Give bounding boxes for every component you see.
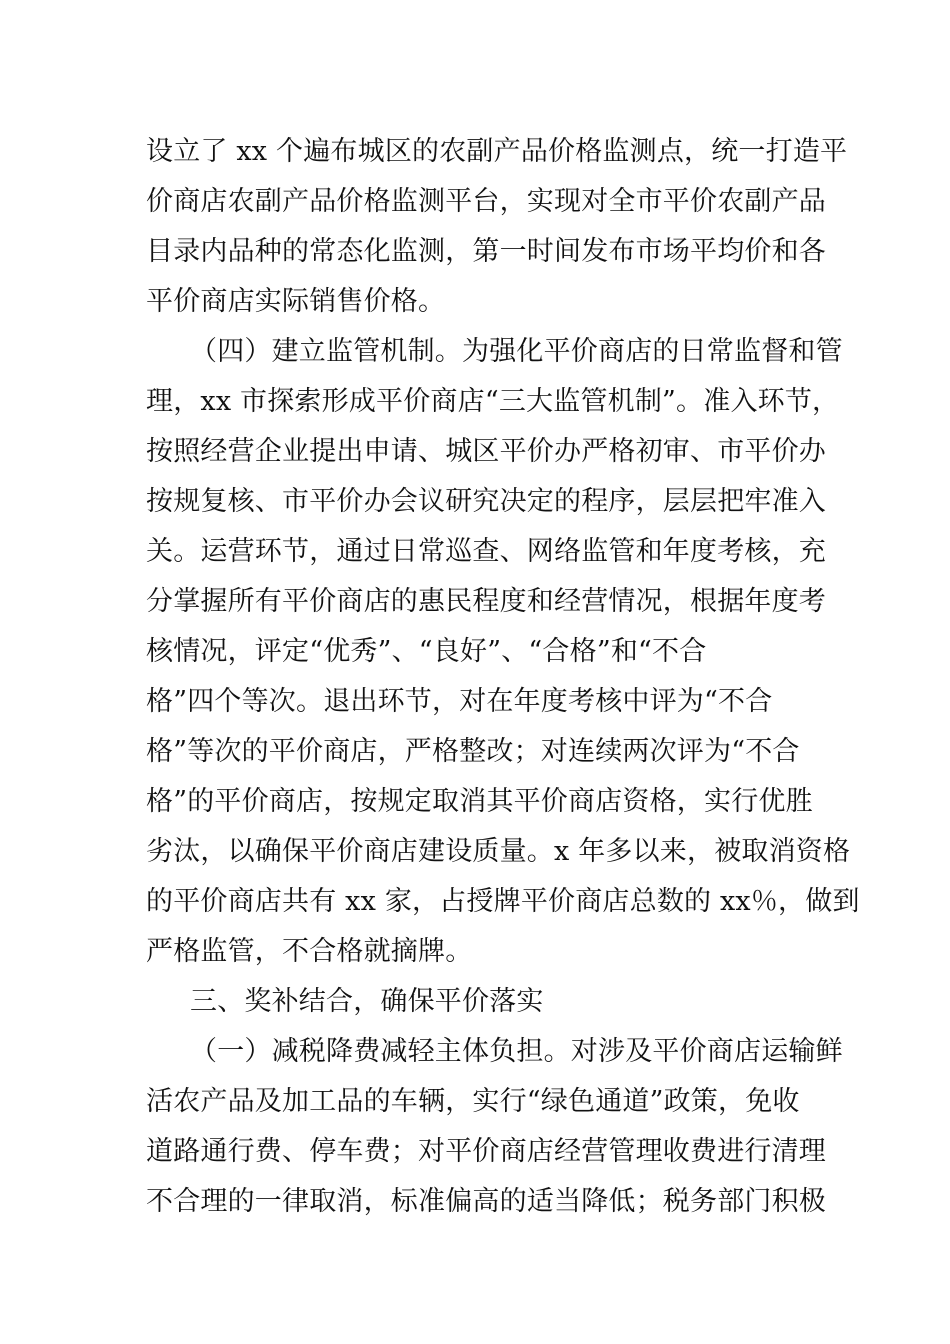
text-line: 格”的平价商店，按规定取消其平价商店资格，实行优胜 bbox=[146, 786, 813, 817]
text-line: 按照经营企业提出申请、城区平价办严格初审、市平价办 bbox=[146, 436, 826, 467]
text-line: 道路通行费、停车费；对平价商店经营管理收费进行清理 bbox=[146, 1136, 826, 1167]
text-line: 按规复核、市平价办会议研究决定的程序，层层把牢准入 bbox=[146, 486, 826, 517]
document-body bbox=[146, 127, 860, 1227]
text-line: 目录内品种的常态化监测，第一时间发布市场平均价和各 bbox=[146, 236, 826, 267]
text-line: 三、奖补结合，确保平价落实 bbox=[190, 986, 544, 1017]
text-line: 严格监管，不合格就摘牌。 bbox=[146, 936, 473, 967]
text-line: 平价商店实际销售价格。 bbox=[146, 286, 446, 317]
text-line: （四）建立监管机制。为强化平价商店的日常监督和管 bbox=[190, 336, 843, 367]
text-line: 不合理的一律取消，标准偏高的适当降低；税务部门积极 bbox=[146, 1186, 826, 1217]
text-line: 劣汰，以确保平价商店建设质量。x 年多以来，被取消资格 bbox=[146, 836, 851, 867]
text-line: 设立了 xx 个遍布城区的农副产品价格监测点，统一打造平 bbox=[146, 136, 848, 167]
text-line: 格”四个等次。退出环节，对在年度考核中评为“不合 bbox=[146, 686, 773, 717]
text-line: 分掌握所有平价商店的惠民程度和经营情况，根据年度考 bbox=[146, 586, 826, 617]
text-line: 格”等次的平价商店，严格整改；对连续两次评为“不合 bbox=[146, 736, 800, 767]
text-line: 核情况，评定“优秀”、“良好”、“合格”和“不合 bbox=[146, 636, 707, 667]
text-line: 活农产品及加工品的车辆，实行“绿色通道”政策，免收 bbox=[146, 1086, 800, 1117]
text-line: 的平价商店共有 xx 家，占授牌平价商店总数的 xx％，做到 bbox=[146, 886, 860, 917]
text-line: 价商店农副产品价格监测平台，实现对全市平价农副产品 bbox=[146, 186, 826, 217]
text-line: 关。运营环节，通过日常巡查、网络监管和年度考核，充 bbox=[146, 536, 826, 567]
text-line: （一）减税降费减轻主体负担。对涉及平价商店运输鲜 bbox=[190, 1036, 843, 1067]
text-line: 理，xx 市探索形成平价商店“三大监管机制”。准入环节， bbox=[146, 386, 840, 417]
